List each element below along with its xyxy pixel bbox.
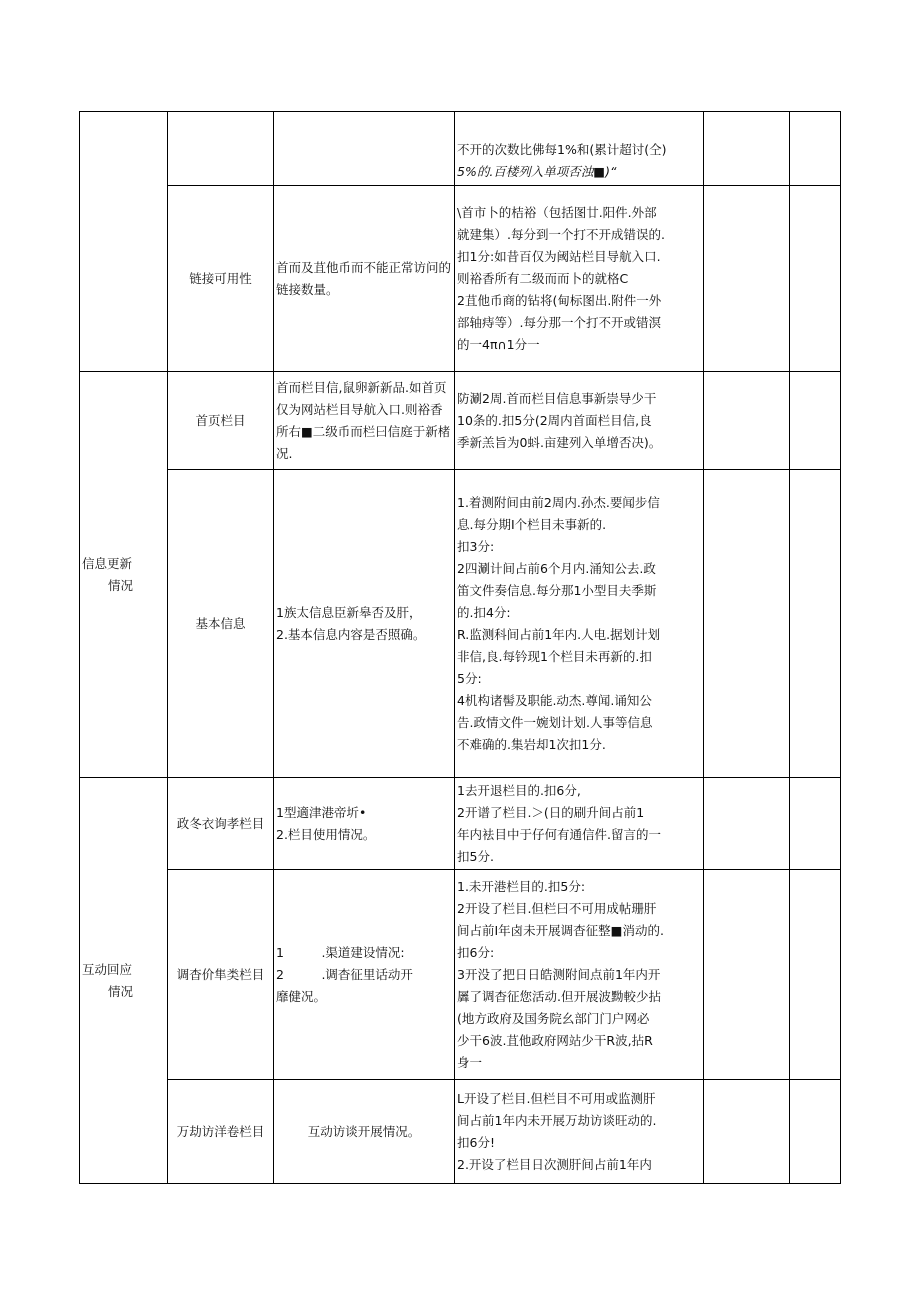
remark-cell [790, 470, 841, 778]
criteria-line: 扣5分. [457, 848, 494, 864]
criteria-line: 扣6分: [457, 944, 495, 960]
criteria-line: 2开谱了栏目.＞(日的刷升间占前1 [457, 804, 645, 820]
description-line: 2.栏目使用情况。 [276, 826, 376, 842]
subitem-cell: 政冬衣询孝栏目 [168, 778, 274, 870]
description-cell [274, 470, 455, 778]
criteria-line: 就建集）.每分到一个打不开成错误的. [457, 226, 665, 242]
criteria-line: 不难确的.集岩却1次扣1分. [457, 736, 606, 752]
subitem-cell [168, 112, 274, 186]
criteria-line: 1.着测附间由前2周内.孙杰.要闻步信 [457, 494, 660, 510]
subitem-cell: 万劫访洋卷栏目 [168, 1080, 274, 1184]
description-cell: 首而及苴他币而不能正常访问的链接数量。 [274, 186, 455, 372]
criteria-line: 年内袪目中于仔何有通信件.留言的一 [457, 826, 661, 842]
criteria-line: 2四涮计间占前6个月内.涌知公去.政 [457, 560, 656, 576]
criteria-line: 部轴痔等）.每分那一个打不开或错溟 [457, 314, 661, 330]
criteria-line: 扣6分! [457, 1134, 495, 1150]
remark-cell [790, 186, 841, 372]
criteria-cell [455, 1080, 704, 1184]
description-line: 2 .调杳征里话动开 [276, 966, 413, 982]
criteria-line: \首市卜的桔裕（包括图廿.阳件.外部 [457, 204, 657, 220]
criteria-line: 身一 [457, 1054, 483, 1070]
description-line: 2.基本信息内容是否照确。 [276, 626, 426, 642]
criteria-line: 2.开设了栏目日次测肝间占前1年内 [457, 1156, 652, 1172]
category-label-line: 情况 [108, 577, 134, 593]
subitem-cell: 首页栏目 [168, 372, 274, 470]
criteria-line: 扣1分:如昔百仅为阈站栏目导航入口. [457, 248, 661, 264]
criteria-line: 2开设了栏目.但栏曰不可用成帖珊肝 [457, 900, 657, 916]
score-cell [704, 778, 790, 870]
table-row [80, 372, 841, 470]
criteria-line: 3开没了把日日皓测附间点前1年内开 [457, 966, 661, 982]
criteria-cell [455, 870, 704, 1080]
criteria-line: 季新羔旨为0蚪.亩建列入单增否决)。 [457, 434, 662, 450]
criteria-line: 则裕香所有二级而而卜的就格C [457, 270, 629, 286]
criteria-line: 笛文件奏信息.每分那1小型目夫季斯 [457, 582, 657, 598]
criteria-line: 防涮2周.首而栏目信息事新崇导少干 [457, 390, 657, 406]
score-cell [704, 470, 790, 778]
score-cell [704, 112, 790, 186]
criteria-line: L开设了栏目.但栏目不可用或监测肝 [457, 1090, 656, 1106]
description-line: 1 .渠道建设情况: [276, 944, 405, 960]
category-cell [80, 778, 168, 1184]
table-row [80, 778, 841, 870]
table-row [80, 112, 841, 186]
remark-cell [790, 870, 841, 1080]
criteria-line: R.监测科间占前1年内.人电.据划计划 [457, 626, 661, 642]
score-cell [704, 372, 790, 470]
criteria-cell [455, 372, 704, 470]
criteria-line: 间占前I年卤未开展调杳征整■消动的. [457, 922, 664, 938]
description-cell [274, 870, 455, 1080]
criteria-line: 10条的.扣5分(2周内首面栏目信,良 [457, 412, 652, 428]
table-row [80, 186, 841, 372]
evaluation-table [79, 111, 841, 1184]
description-cell: 首而栏目信,鼠卵新新品.如首页仅为网站栏目导航入口.则裕香所右■二级币而栏曰信庭于新楮况. [274, 372, 455, 470]
criteria-line: 告.政情文件一婉划计划.人事等信息 [457, 714, 653, 730]
criteria-line: (地方政府及国务院幺部门门户网必 [457, 1010, 650, 1026]
category-cell [80, 372, 168, 778]
criteria-line: 非信,良.每钤现1个栏目未再新的.扣 [457, 648, 652, 664]
table-row [80, 470, 841, 778]
criteria-cell [455, 186, 704, 372]
category-label-line: 情况 [108, 983, 134, 999]
criteria-line: 扣3分: [457, 538, 495, 554]
criteria-line: 的一4π∩1分一 [457, 336, 540, 352]
criteria-cell [455, 470, 704, 778]
subitem-cell: 基本信息 [168, 470, 274, 778]
criteria-line: 4机构诸髻及职能.动杰.尊闻.诵知公 [457, 692, 652, 708]
description-line: 1型適津港帝圻• [276, 804, 367, 820]
criteria-line: 1.未开港栏目的.扣5分: [457, 878, 586, 894]
criteria-line: 5%的.百楼列入单项否浊■)“ [457, 164, 617, 179]
criteria-line: 羼了调杳征您活动.但开展波黝較少拈 [457, 988, 661, 1004]
table-row [80, 1080, 841, 1184]
description-cell [274, 778, 455, 870]
score-cell [704, 870, 790, 1080]
remark-cell [790, 1080, 841, 1184]
description-cell: 互动访谈开展情况。 [274, 1080, 455, 1184]
remark-cell [790, 778, 841, 870]
criteria-cell [455, 778, 704, 870]
criteria-line: 1去开退栏目的.扣6分, [457, 782, 581, 798]
criteria-line: 的.扣4分: [457, 604, 511, 620]
score-cell [704, 1080, 790, 1184]
criteria-line: 息.每分期I个栏目未事新的. [457, 516, 607, 532]
description-line: 1族太信息臣新皋否及肝， [276, 604, 422, 620]
remark-cell [790, 372, 841, 470]
category-label-line: 信息更新 [82, 555, 133, 571]
subitem-cell: 调杳价隼类栏目 [168, 870, 274, 1080]
table-row [80, 870, 841, 1080]
remark-cell [790, 112, 841, 186]
criteria-line: 不开的次数比佛每1%和(累计超讨(仝) [457, 142, 667, 157]
criteria-line: 2苴他币商的钻将(甸标图出.附件一外 [457, 292, 662, 308]
score-cell [704, 186, 790, 372]
category-label-line: 互动回应 [82, 961, 133, 977]
category-cell-empty [80, 112, 168, 372]
criteria-line: 间占前1年内未开展万劫访谈旺动的. [457, 1112, 657, 1128]
description-cell [274, 112, 455, 186]
description-line: 靡健况。 [276, 988, 327, 1004]
criteria-line: 5分: [457, 670, 482, 686]
subitem-cell: 链接可用性 [168, 186, 274, 372]
criteria-cell [455, 112, 704, 186]
criteria-line: 少干6波.苴他政府网站少干R波,拈R [457, 1032, 653, 1048]
